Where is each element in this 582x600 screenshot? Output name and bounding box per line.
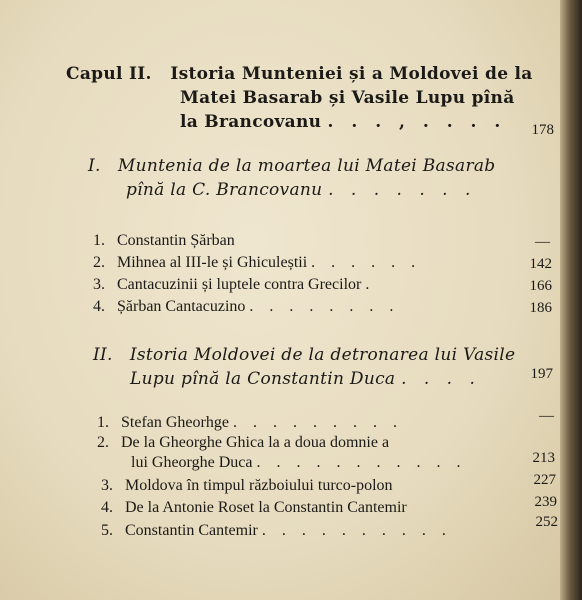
leader-dots: . . . . . . . . . . . [256,454,467,471]
item-page: 142 [529,256,552,272]
item-number: 3. [93,276,105,293]
leader-dots: . [365,276,376,293]
chapter-heading-line-3 [180,112,506,132]
item-title: Constantin Șărban [117,232,235,249]
toc-item [101,522,452,540]
leader-dots: . . . . . . [311,254,422,271]
item-page: — [539,408,554,424]
section-2-title-2: Lupu pînă la Constantin Duca [130,369,396,389]
item-number: 2. [93,254,105,271]
item-title: Stefan Gheorhge [121,414,229,431]
item-page: 166 [529,278,552,294]
toc-item [101,499,407,517]
toc-item [97,434,389,452]
toc-item-continuation [131,454,466,472]
item-page: 213 [532,450,555,466]
section-2-page: 197 [530,366,553,382]
item-number: 1. [97,414,109,431]
book-gutter-shadow [560,0,582,600]
chapter-prefix: Capul II. [66,64,152,84]
item-page: 227 [533,472,556,488]
chapter-title-2: Matei Basarab și Vasile Lupu pînă [180,88,515,108]
section-1-heading-2 [126,180,476,200]
section-1-numeral: I. [88,156,101,176]
item-number: 1. [93,232,105,249]
chapter-title-1: Istoria Munteniei și a Moldovei de la [170,64,533,84]
item-page: 252 [535,514,558,530]
leader-dots: . . . . . . . . [249,298,400,315]
toc-item [93,276,375,294]
toc-item [97,414,403,432]
chapter-title-3: la Brancovanu [180,112,322,132]
chapter-heading-line-1 [66,64,533,84]
item-number: 3. [101,477,113,494]
leader-dots: . . . . . . . . . [232,414,403,431]
item-page: — [535,234,550,250]
section-2-heading-2 [130,369,481,389]
item-number: 4. [101,499,113,516]
item-page: 239 [534,494,557,510]
section-2-title-1: Istoria Moldovei de la detronarea lui Vasile [129,345,516,365]
item-title: De la Gheorghe Ghica la a doua domnie a [121,434,390,451]
item-page: 186 [529,300,552,316]
section-2-heading [93,345,515,365]
item-number: 2. [97,434,109,451]
item-title: De la Antonie Roset la Constantin Cantemir [125,499,407,516]
item-number: 5. [101,522,113,539]
section-2-numeral: II. [93,345,113,365]
section-1-title-1: Muntenia de la moartea lui Matei Basarab [117,156,496,176]
item-title: Șărban Cantacuzino [117,298,246,315]
item-title: Constantin Cantemir [125,522,258,539]
leader-dots: . . . , . . . . [327,112,507,132]
toc-item [93,298,399,316]
leader-dots: . . . . . . . . . . [261,522,452,539]
item-title: Mihnea al III-le și Ghiculeștii [117,254,308,271]
item-title: Moldova în timpul războiului turco-polon [125,477,393,494]
toc-item [93,232,235,250]
toc-item [93,254,421,272]
item-title: Cantacuzinii și luptele contra Grecilor [117,276,362,293]
toc-item [101,477,393,495]
leader-dots: . . . . . . . [328,180,477,200]
section-1-heading [88,156,495,176]
item-title-2: lui Gheorghe Duca [131,454,253,471]
item-number: 4. [93,298,105,315]
section-1-title-2: pînă la C. Brancovanu [126,180,323,200]
leader-dots: . . . . [401,369,481,389]
chapter-page: 178 [531,122,554,138]
